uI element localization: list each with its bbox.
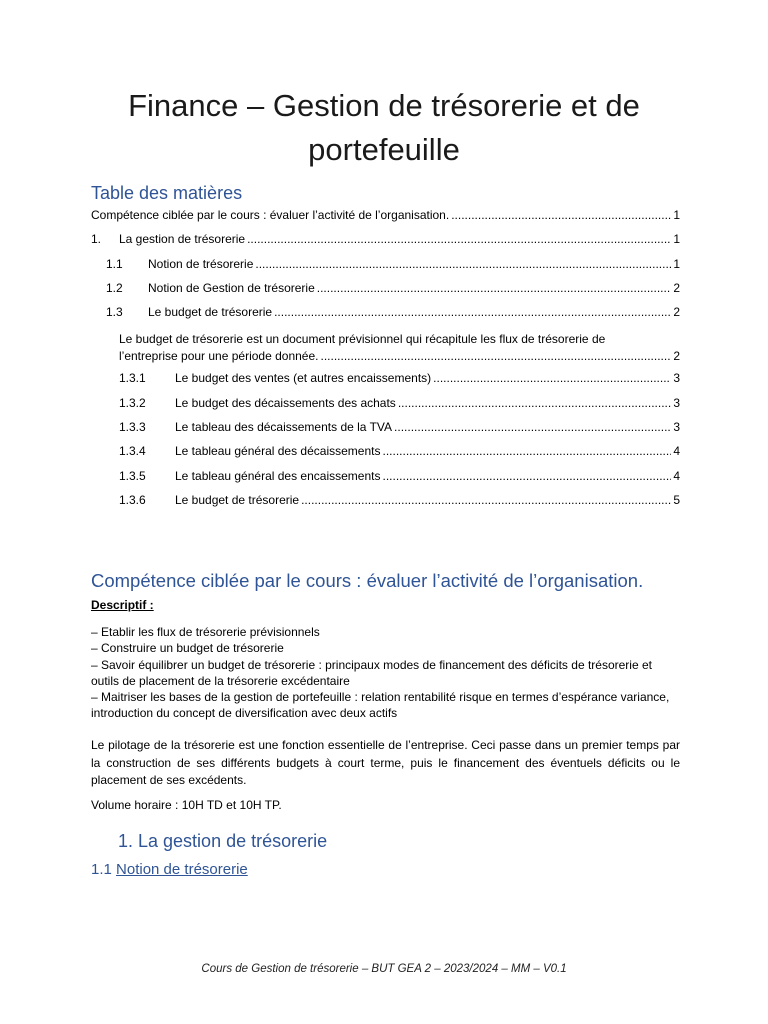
toc-entry-page: 4 <box>673 468 680 483</box>
section-heading: Compétence ciblée par le cours : évaluer l’activité de l’organisation. <box>91 570 644 591</box>
heading-number: 1.1 <box>91 861 117 878</box>
toc-entry-text: Compétence ciblée par le cours : évaluer l’activité de l’organisation. <box>91 208 450 222</box>
toc-entry-page: 2 <box>673 305 680 320</box>
toc-leader-dots <box>255 257 671 271</box>
objective-item: – Etablir les flux de trésorerie prévisionnels <box>91 625 320 639</box>
toc-leader-dots <box>433 371 671 385</box>
table-of-contents <box>91 208 680 517</box>
heading-gestion-tresorerie: 1. La gestion de trésorerie <box>118 831 328 851</box>
toc-entry-page: 1 <box>673 256 680 271</box>
toc-entry[interactable] <box>91 444 680 468</box>
toc-entry-number: 1.3 <box>106 305 123 320</box>
toc-entry-number: 1.2 <box>106 280 123 295</box>
toc-leader-dots <box>382 444 671 458</box>
toc-entry-page: 4 <box>673 444 680 459</box>
toc-entry-text: Le tableau général des encaissements <box>175 468 381 483</box>
toc-entry-page: 1 <box>673 232 680 247</box>
toc-leader-dots <box>247 232 671 246</box>
intro-paragraph: Le pilotage de la trésorerie est une fonction essentielle de l’entreprise. Ceci passe dans un premier temps par la construction de ses différents budgets à court terme, puis le financement des éventuels déficits ou le placement de ses excédents. <box>91 738 680 787</box>
toc-entry-text: La gestion de trésorerie <box>119 232 246 247</box>
toc-leader-dots <box>451 208 671 222</box>
toc-entry-text: Le budget des décaissements des achats <box>175 395 396 410</box>
toc-entry-number: 1.3.5 <box>119 468 146 483</box>
toc-entry[interactable] <box>91 281 680 305</box>
objectives-list <box>91 624 683 722</box>
toc-leader-dots <box>274 305 671 319</box>
toc-entry-number: 1.3.6 <box>119 492 146 507</box>
toc-entry[interactable] <box>91 257 680 281</box>
toc-entry[interactable] <box>91 396 680 420</box>
objective-item: – Construire un budget de trésorerie <box>91 641 284 656</box>
page-footer: Cours de Gestion de trésorerie – BUT GEA 2 – 2023/2024 – MM – V0.1 <box>201 963 567 975</box>
toc-entry-text: Le budget de trésorerie <box>175 492 300 507</box>
toc-entry-page: 3 <box>673 371 680 386</box>
toc-entry-text: Le tableau général des décaissements <box>175 444 381 459</box>
toc-entry[interactable] <box>91 232 680 256</box>
toc-entry-text: Notion de trésorerie <box>148 256 254 271</box>
toc-entry-text: Le budget des ventes (et autres encaissements) <box>175 371 432 386</box>
toc-entry[interactable] <box>91 305 680 329</box>
toc-leader-dots <box>317 281 672 295</box>
toc-entry-text: Notion de Gestion de trésorerie <box>148 280 315 295</box>
notion-tresorerie-link[interactable]: Notion de trésorerie <box>116 861 248 878</box>
toc-leader-dots <box>301 493 671 507</box>
toc-entry-number: 1.3.3 <box>119 420 146 435</box>
toc-entry[interactable] <box>91 331 680 365</box>
toc-entry-number: 1.3.4 <box>119 444 146 459</box>
toc-entry-text: Le budget de trésorerie <box>148 305 273 320</box>
toc-entry[interactable] <box>91 208 680 232</box>
toc-entry[interactable] <box>91 371 680 395</box>
toc-entry-page: 5 <box>673 492 680 507</box>
toc-entry-number: 1.3.1 <box>119 371 146 386</box>
toc-entry-page: 1 <box>673 208 680 222</box>
toc-entry-text: l’entreprise pour une période donnée. <box>119 349 319 364</box>
document-title: Finance – Gestion de trésorerie et de portefeuille <box>128 88 640 167</box>
toc-entry-text: Le budget de trésorerie est un document prévisionnel qui récapitule les flux de trésorerie de <box>119 332 606 347</box>
toc-entry-page: 2 <box>673 349 680 364</box>
toc-leader-dots <box>382 469 671 483</box>
objective-item: – Maitriser les bases de la gestion de portefeuille : relation rentabilité risque en termes d’espérance variance, introduction du concept de diversification avec deux actifs <box>91 690 670 721</box>
toc-entry-page: 3 <box>673 395 680 410</box>
toc-heading: Table des matières <box>91 183 243 203</box>
toc-entry-number: 1.1 <box>106 256 123 271</box>
toc-entry-page: 2 <box>673 280 680 295</box>
objective-item: – Savoir équilibrer un budget de trésorerie : principaux modes de financement des déficits de trésorerie et outils de placement de la trésorerie excédentaire <box>91 657 652 688</box>
toc-entry-text: Le tableau des décaissements de la TVA <box>175 420 393 435</box>
toc-leader-dots <box>320 348 671 365</box>
toc-entry[interactable] <box>91 420 680 444</box>
descriptif-label: Descriptif : <box>91 598 154 612</box>
toc-entry-page: 3 <box>673 420 680 435</box>
toc-entry-number: 1. <box>91 232 102 247</box>
toc-leader-dots <box>398 396 672 410</box>
toc-entry[interactable] <box>91 493 680 517</box>
toc-entry[interactable] <box>91 469 680 493</box>
toc-leader-dots <box>394 420 671 434</box>
volume-horaire: Volume horaire : 10H TD et 10H TP. <box>91 798 282 812</box>
heading-notion-tresorerie <box>91 861 248 878</box>
toc-entry-number: 1.3.2 <box>119 395 146 410</box>
